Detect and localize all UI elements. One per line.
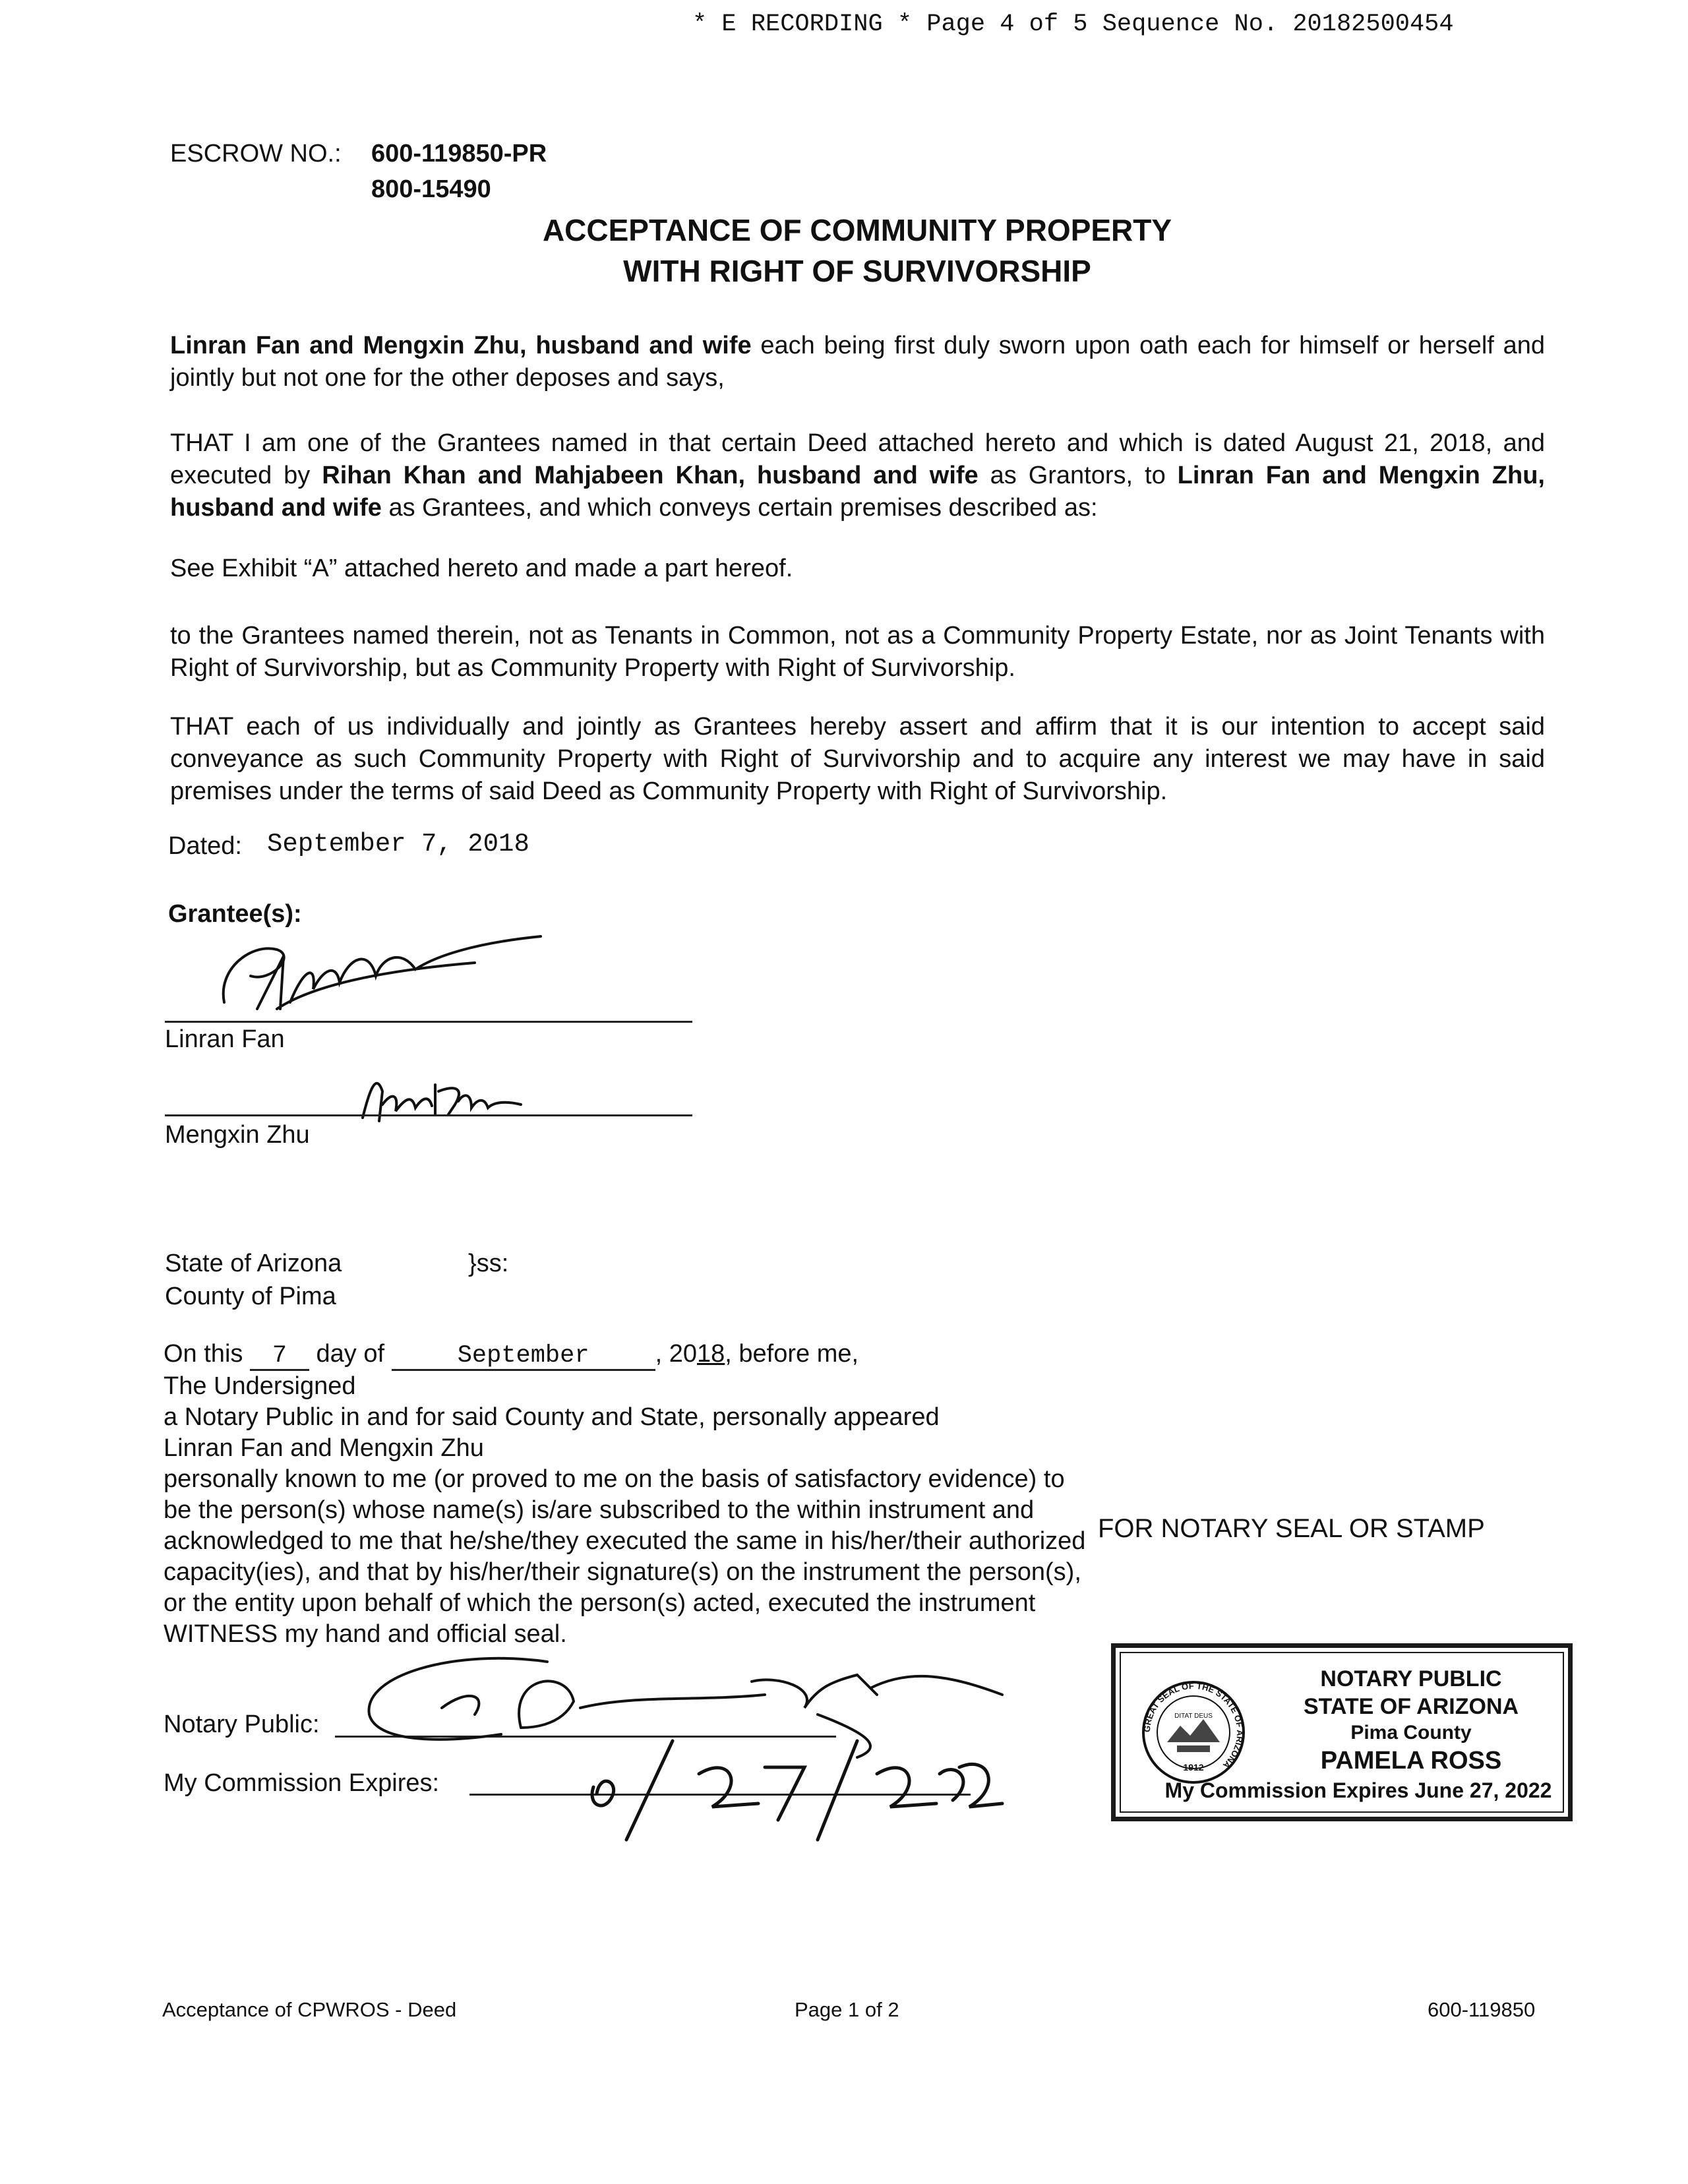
notary-seal-label: FOR NOTARY SEAL OR STAMP <box>1098 1514 1485 1543</box>
grantee-name-2: Mengxin Zhu <box>165 1121 310 1149</box>
seal-motto: DITAT DEUS <box>1174 1713 1213 1720</box>
acknowledgment-day: 7 <box>250 1343 309 1371</box>
signature-linran-fan <box>198 930 567 1029</box>
stamp-commission: My Commission Expires June 27, 2022 <box>1164 1778 1552 1802</box>
deed-text-c: as Grantees, and which conveys certain premises described as: <box>381 494 1098 522</box>
arizona-state-seal <box>1141 1680 1246 1785</box>
dated-value: September 7, 2018 <box>267 830 529 859</box>
footer-page-number: Page 1 of 2 <box>795 1998 899 2021</box>
seal-ring-text: GREAT SEAL OF THE STATE OF ARIZONA <box>1141 1680 1246 1771</box>
grantees-names: Linran Fan and Mengxin Zhu, husband and wife <box>170 462 1545 522</box>
footer-escrow-number: 600-119850 <box>1428 1998 1536 2021</box>
acknowledgment-text: personally known to me (or proved to me on the basis of satisfactory evidence) to be the person(s) whose name(s) is/are subscribed to the within instrument and acknowledged to me that he/she/they executed the same in his/her/their authorized capacity(ies), and that by his/her/their signature(s) on the instrument the person(s), or the entity upon behalf of which the person(s) acted, executed the instrument <box>164 1465 1086 1617</box>
paragraph-affiants <box>170 330 1545 394</box>
signature-line-2 <box>165 1114 692 1116</box>
signature-mengxin-zhu <box>349 1065 547 1138</box>
escrow-number: 600-119850-PR <box>371 140 547 167</box>
stamp-title: NOTARY PUBLIC <box>1320 1666 1502 1691</box>
acknowledgment-notary-line: a Notary Public in and for said County and State, personally appeared <box>164 1403 940 1431</box>
dated-label: Dated: <box>168 832 242 860</box>
venue-ss: }ss: <box>468 1250 509 1277</box>
document-title-line2: WITH RIGHT OF SURVIVORSHIP <box>623 254 1091 288</box>
acknowledgment-year: 18 <box>697 1340 725 1368</box>
stamp-state: STATE OF ARIZONA <box>1303 1694 1519 1719</box>
recording-header: * E RECORDING * Page 4 of 5 Sequence No. 20182500454 <box>692 11 1454 38</box>
deed-text-b: as Grantors, to <box>978 462 1178 489</box>
stamp-notary-name: PAMELA ROSS <box>1320 1747 1502 1774</box>
paragraph-deed <box>170 427 1545 524</box>
grantee-name-1: Linran Fan <box>165 1025 285 1053</box>
acknowledgment-block <box>164 1339 1087 1650</box>
acknowledgment-date-line: On this 7 day of September , 2018, before me, <box>164 1340 859 1370</box>
affiants-names: Linran Fan and Mengxin Zhu, husband and wife <box>170 332 752 359</box>
paragraph-tenancy: to the Grantees named therein, not as Tenants in Common, not as a Community Property Estate, nor as Joint Tenants with Right of Survivorship, but as Community Property with Right of Survivorship. <box>170 622 1545 682</box>
commission-expires-handwritten <box>580 1734 1002 1846</box>
grantors-names: Rihan Khan and Mahjabeen Khan, husband and wife <box>322 462 979 489</box>
footer-document-name: Acceptance of CPWROS - Deed <box>162 1998 457 2021</box>
acknowledgment-witness: WITNESS my hand and official seal. <box>164 1620 567 1648</box>
document-title-line1: ACCEPTANCE OF COMMUNITY PROPERTY <box>542 213 1172 247</box>
signature-line-1 <box>165 1021 692 1023</box>
paragraph-affirmation: THAT each of us individually and jointly as Grantees hereby assert and affirm that it is our intention to accept said conveyance as such Community Property with Right of Survivorship and to acquire any interest we may have in said premises under the terms of said Deed as Community Property with Right of Survivorship. <box>170 713 1545 805</box>
escrow-label: ESCROW NO.: <box>170 140 342 167</box>
escrow-number-secondary: 800-15490 <box>371 175 491 203</box>
acknowledgment-undersigned: The Undersigned <box>164 1372 356 1400</box>
affiants-text: each being first duly sworn upon oath each for himself or herself and jointly but not one for the other deposes and says, <box>170 332 1546 392</box>
venue-county: County of Pima <box>165 1283 336 1310</box>
notary-stamp <box>1111 1643 1573 1821</box>
seal-year: 1912 <box>1183 1762 1204 1773</box>
commission-expires-label: My Commission Expires: <box>164 1769 440 1797</box>
stamp-county: Pima County <box>1350 1722 1472 1744</box>
deed-text-a: THAT I am one of the Grantees named in that certain Deed attached hereto and which is dated August 21, 2018, and executed by <box>170 429 1545 489</box>
grantees-heading: Grantee(s): <box>168 900 302 928</box>
venue-state: State of Arizona <box>165 1250 342 1277</box>
acknowledgment-month: September <box>392 1343 655 1371</box>
paragraph-exhibit: See Exhibit “A” attached hereto and made a part hereof. <box>170 555 793 582</box>
notary-public-label: Notary Public: <box>164 1711 320 1738</box>
acknowledgment-appeared: Linran Fan and Mengxin Zhu <box>164 1434 484 1462</box>
